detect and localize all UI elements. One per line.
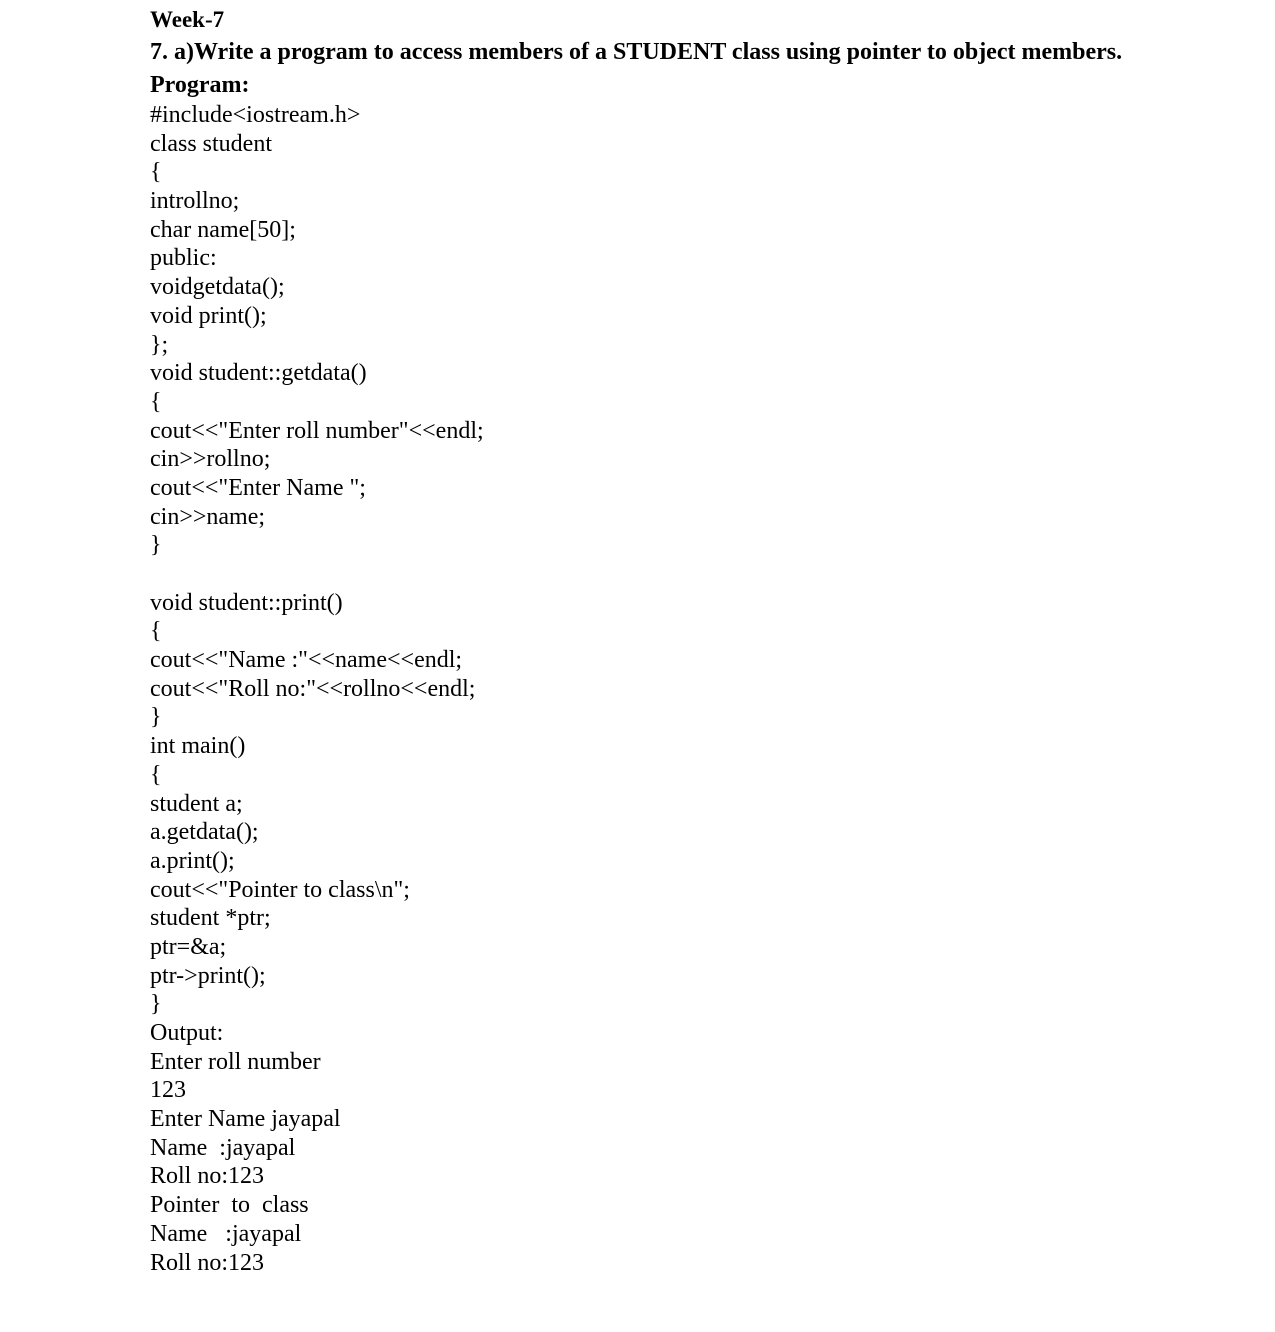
output-line: Roll no:123 [150, 1163, 265, 1190]
week-title: Week-7 [150, 7, 225, 32]
code-line: cin>>name; [150, 503, 266, 530]
code-line: void student::print() [150, 589, 343, 616]
output-line: Name :jayapal [150, 1220, 302, 1247]
code-line: cout<<"Name :"<<name<<endl; [150, 647, 463, 674]
code-line: voidgetdata(); [150, 274, 285, 301]
code-line: student *ptr; [150, 905, 271, 932]
output-label: Output: [150, 1020, 224, 1046]
output-line: Enter Name jayapal [150, 1106, 341, 1133]
document-page [150, 4, 1150, 1277]
code-line: } [150, 704, 162, 731]
program-label: Program: [150, 72, 250, 98]
code-line: { [150, 761, 162, 788]
code-line: }; [150, 331, 169, 358]
code-line: } [150, 991, 162, 1018]
code-line: char name[50]; [150, 216, 296, 243]
code-line: public: [150, 245, 217, 272]
code-line-blank [150, 560, 1150, 589]
code-line: ptr->print(); [150, 962, 266, 989]
code-line: ptr=&a; [150, 933, 227, 960]
code-line: student a; [150, 790, 243, 817]
code-line: } [150, 532, 162, 559]
output-line: Enter roll number [150, 1048, 321, 1075]
code-line: { [150, 159, 162, 186]
output-line: Name :jayapal [150, 1134, 296, 1161]
output-block [150, 1019, 1150, 1277]
question-heading: 7. a)Write a program to access members of a STUDENT class using pointer to object members. [150, 39, 1123, 65]
code-line: a.print(); [150, 847, 235, 874]
code-line: cout<<"Enter roll number"<<endl; [150, 417, 484, 444]
output-line: Pointer to class [150, 1192, 309, 1219]
code-line: introllno; [150, 188, 240, 215]
code-line: { [150, 388, 162, 415]
code-block [150, 101, 1150, 1019]
code-line: cout<<"Pointer to class\n"; [150, 876, 410, 903]
output-line: Roll no:123 [150, 1249, 265, 1276]
code-line: int main() [150, 733, 246, 760]
code-line: cout<<"Enter Name "; [150, 474, 366, 501]
code-line: #include<iostream.h> [150, 102, 361, 128]
code-line: class student [150, 130, 272, 157]
code-line: cin>>rollno; [150, 446, 271, 473]
code-line: cout<<"Roll no:"<<rollno<<endl; [150, 675, 476, 702]
code-line: void print(); [150, 302, 267, 329]
code-line: { [150, 618, 162, 645]
output-line: 123 [150, 1077, 186, 1104]
code-line: a.getdata(); [150, 819, 259, 846]
code-line: void student::getdata() [150, 360, 367, 387]
